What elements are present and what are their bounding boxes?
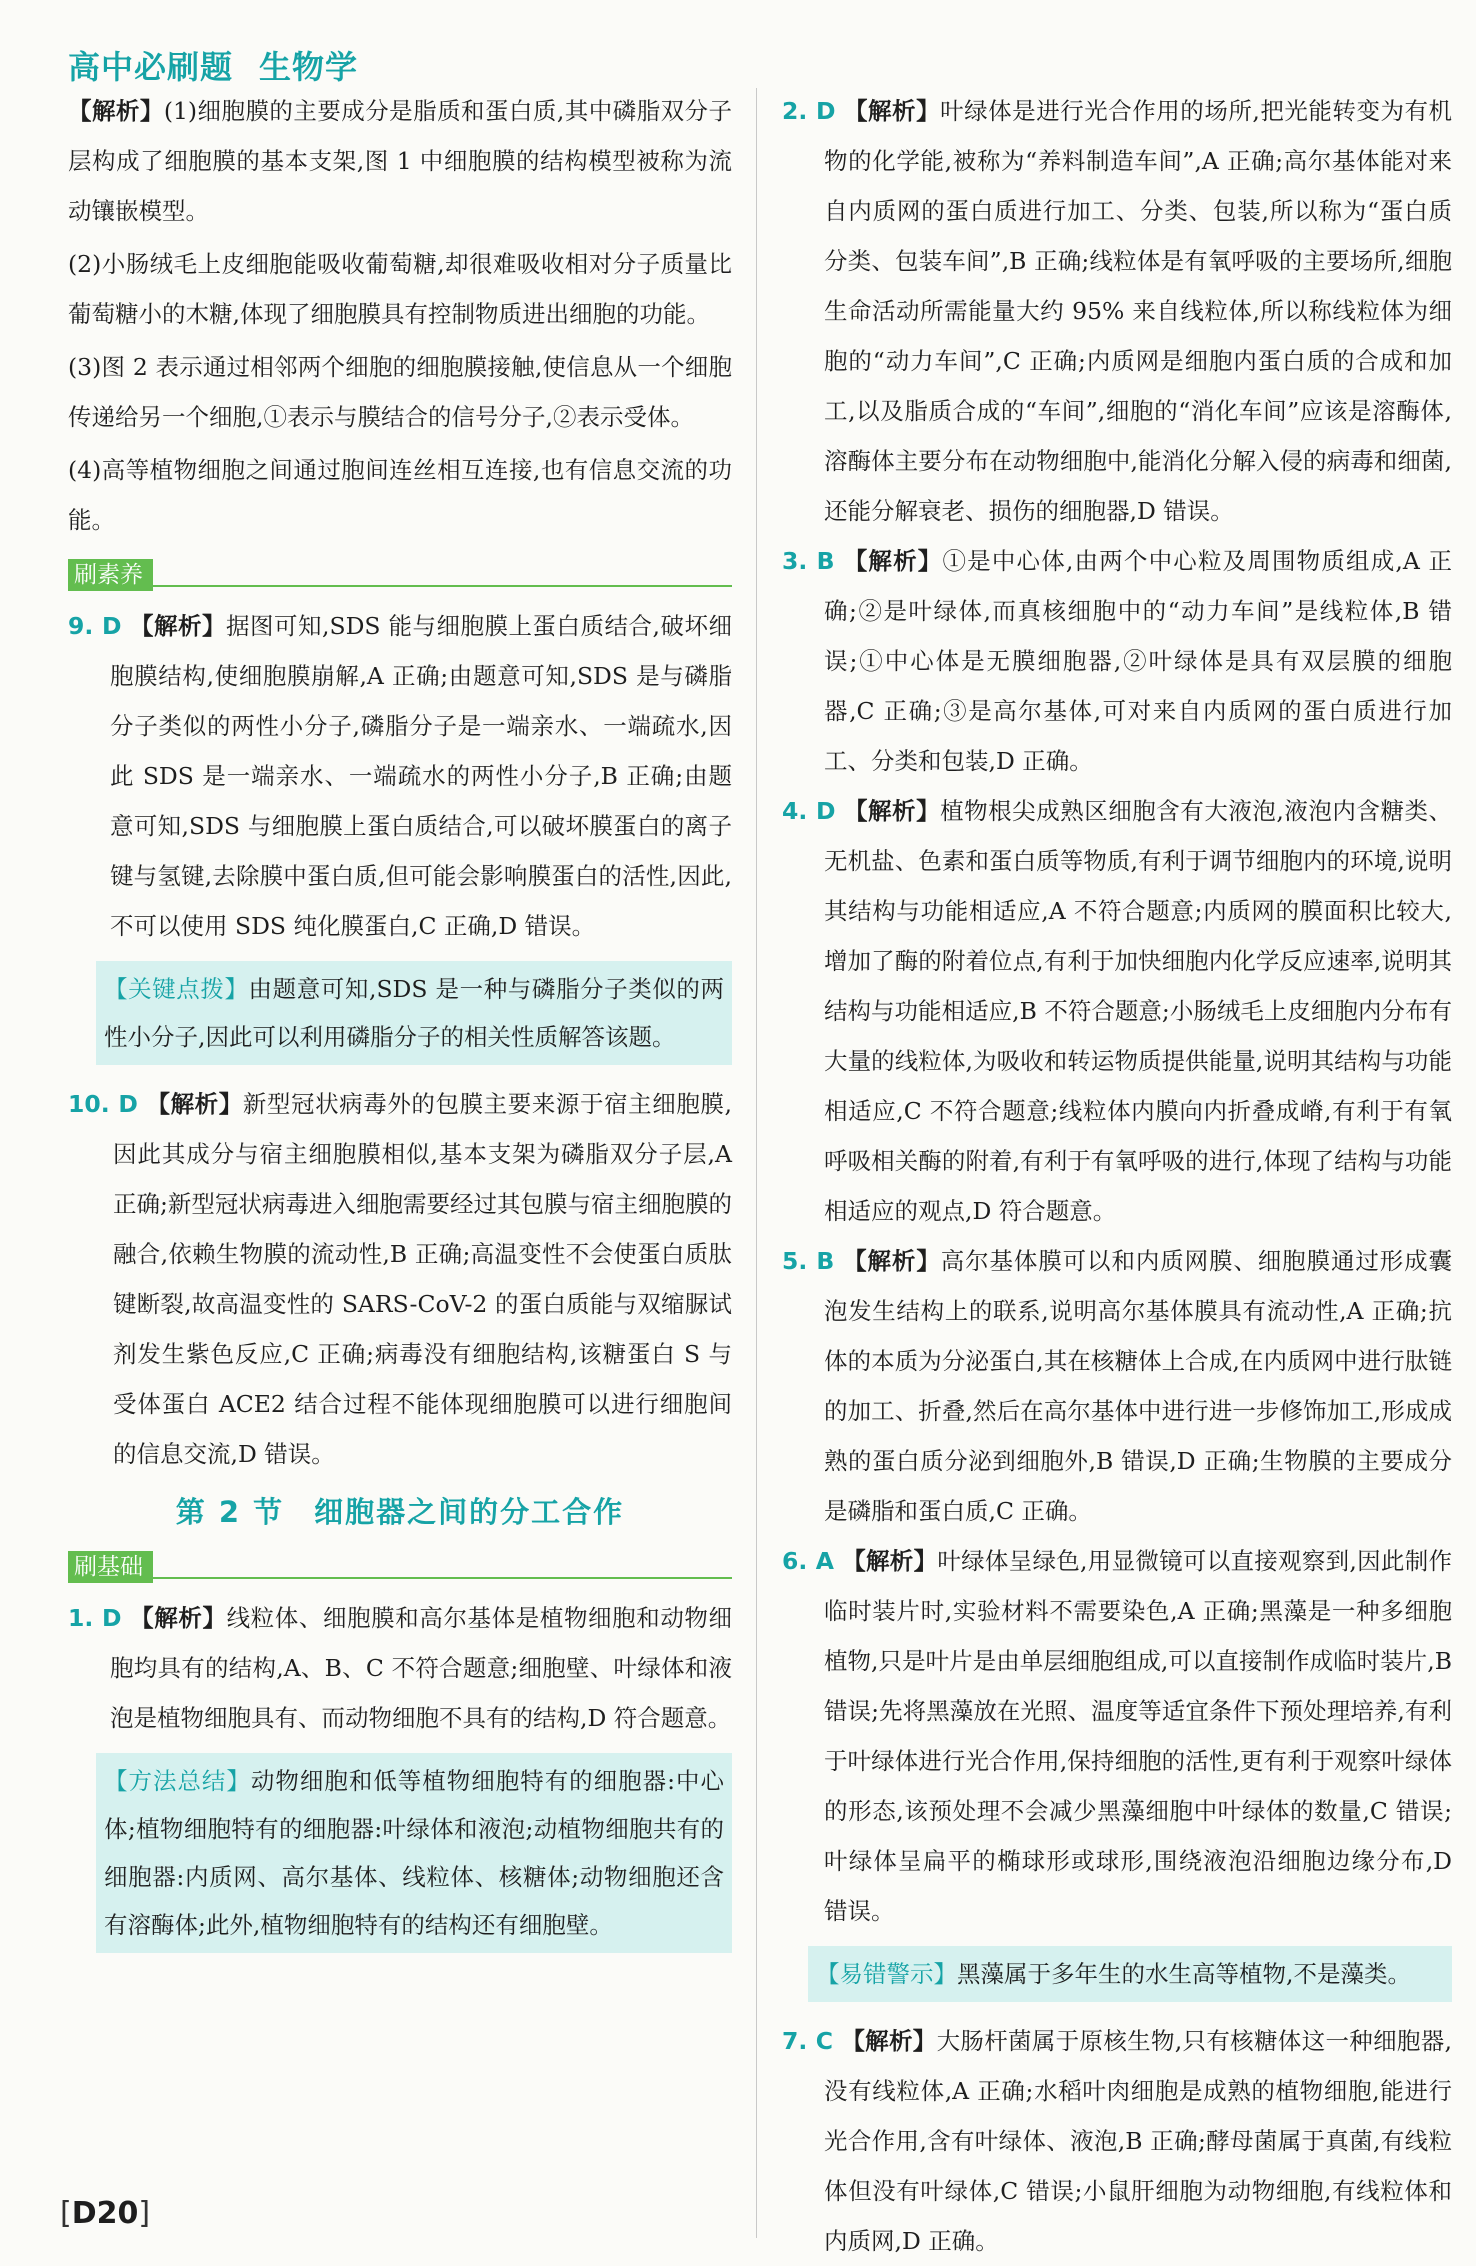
answer-10: 10. D 【解析】新型冠状病毒外的包膜主要来源于宿主细胞膜,因此其成分与宿主细胞膜相似,基本支架为磷脂双分子层,A 正确;新型冠状病毒进入细胞需要经过其包膜与宿主细胞膜的融合,依赖生物膜的流动性,B 正确;高温变性不会使蛋白质肽键断裂,故高温变性的 SARS-CoV-2 的蛋白质能与双缩脲试剂发生紫色反应,C 正确;病毒没有细胞结构,该糖蛋白 S 与受体蛋白 ACE2 结合过程不能体现细胞膜可以进行细胞间的信息交流,D 错误。 — [68, 1090, 732, 1468]
answer-8-p2: (2)小肠绒毛上皮细胞能吸收葡萄糖,却很难吸收相对分子质量比葡萄糖小的木糖,体现了细胞膜具有控制物质进出细胞的功能。 — [68, 250, 732, 328]
answer-2: 2. D 【解析】叶绿体是进行光合作用的场所,把光能转变为有机物的化学能,被称为“养料制造车间”,A 正确;高尔基体能对来自内质网的蛋白质进行加工、分类、包装,所以称为“蛋白质分类、包装车间”,B 正确;线粒体是有氧呼吸的主要场所,细胞生命活动所需能量大约 95% 来自线粒体,所以称线粒体为细胞的“动力车间”,C 正确;内质网是细胞内蛋白质的合成和加工,以及脂质合成的“车间”,细胞的“消化车间”应该是溶酶体,溶酶体主要分布在动物细胞中,能消化分解入侵的病毒和细菌,还能分解衰老、损伤的细胞器,D 错误。 — [782, 97, 1453, 525]
section-title: 第 2 节 细胞器之间的分工合作 — [175, 1495, 625, 1529]
answer-7: 7. C 【解析】大肠杆菌属于原核生物,只有核糖体这一种细胞器,没有线粒体,A 正确;水稻叶肉细胞是成熟的植物细胞,能进行光合作用,含有叶绿体、液泡,B 正确;酵母菌属于真菌,有线粒体但没有叶绿体,C 错误;小鼠肝细胞为动物细胞,有线粒体和内质网,D 正确。 — [782, 2027, 1452, 2255]
series-title: 高中必刷题 — [68, 48, 234, 86]
answer-3: 3. B 【解析】①是中心体,由两个中心粒及周围物质组成,A 正确;②是叶绿体,而真核细胞中的“动力车间”是线粒体,B 错误;①中心体是无膜细胞器,②叶绿体是具有双层膜的细胞器,C 正确;③是高尔基体,可对来自内质网的蛋白质进行加工、分类和包装,D 正确。 — [782, 547, 1453, 775]
answer-8-p1: 【解析】(1)细胞膜的主要成分是脂质和蛋白质,其中磷脂双分子层构成了细胞膜的基本支架,图 1 中细胞膜的结构模型被称为流动镶嵌模型。 — [68, 97, 732, 225]
subject-title: 生物学 — [259, 48, 359, 86]
left-column — [68, 86, 732, 1967]
section-badge-basics: 刷基础 — [68, 1541, 732, 1585]
answer-8-p4: (4)高等植物细胞之间通过胞间连丝相互连接,也有信息交流的功能。 — [68, 456, 732, 534]
answer-8-p3: (3)图 2 表示通过相邻两个细胞的细胞膜接触,使信息从一个细胞传递给另一个细胞,①表示与膜结合的信号分子,②表示受体。 — [68, 353, 732, 431]
answer-6: 6. A 【解析】叶绿体呈绿色,用显微镜可以直接观察到,因此制作临时装片时,实验材料不需要染色,A 正确;黑藻是一种多细胞植物,只是叶片是由单层细胞组成,可以直接制作成临时装片,B 错误;先将黑藻放在光照、温度等适宜条件下预处理培养,有利于叶绿体进行光合作用,保持细胞的活性,更有利于观察叶绿体的形态,该预处理不会减少黑藻细胞中叶绿体的数量,C 错误;叶绿体呈扁平的椭球形或球形,围绕液泡沿细胞边缘分布,D 错误。 — [782, 1547, 1452, 1925]
page-header — [68, 42, 358, 88]
answer-4: 4. D 【解析】植物根尖成熟区细胞含有大液泡,液泡内含糖类、无机盐、色素和蛋白质等物质,有利于调节细胞内的环境,说明其结构与功能相适应,A 不符合题意;内质网的膜面积比较大,增加了酶的附着位点,有利于加快细胞内化学反应速率,说明其结构与功能相适应,B 不符合题意;小肠绒毛上皮细胞内分布有大量的线粒体,为吸收和转运物质提供能量,说明其结构与功能相适应,C 不符合题意;线粒体内膜向内折叠成嵴,有利于有氧呼吸相关酶的附着,有利于有氧呼吸的进行,体现了结构与功能相适应的观点,D 符合题意。 — [782, 797, 1453, 1225]
analysis-label: 【解析】 — [68, 97, 164, 125]
section-badge-literacy: 刷素养 — [68, 549, 732, 593]
answer-1: 1. D 【解析】线粒体、细胞膜和高尔基体是植物细胞和动物细胞均具有的结构,A、B、C 不符合题意;细胞壁、叶绿体和液泡是植物细胞具有、而动物细胞不具有的结构,D 符合题意。 — [68, 1604, 733, 1732]
answer-9: 9. D 【解析】据图可知,SDS 能与细胞膜上蛋白质结合,破坏细胞膜结构,使细胞膜崩解,A 正确;由题意可知,SDS 是与磷脂分子类似的两性小分子,磷脂分子是一端亲水、一端疏水,因此 SDS 是一端亲水、一端疏水的两性小分子,B 正确;由题意可知,SDS 与细胞膜上蛋白质结合,可以破坏膜蛋白的离子键与氢键,去除膜中蛋白质,但可能会影响膜蛋白的活性,因此,不可以使用 SDS 纯化膜蛋白,C 正确,D 错误。 — [68, 612, 733, 940]
column-divider — [756, 88, 757, 2238]
page-number: [D20] — [60, 2196, 151, 2231]
answer-5: 5. B 【解析】高尔基体膜可以和内质网膜、细胞膜通过形成囊泡发生结构上的联系,说明高尔基体膜具有流动性,A 正确;抗体的本质为分泌蛋白,其在核糖体上合成,在内质网中进行肽链的加工、折叠,然后在高尔基体中进行进一步修饰加工,形成成熟的蛋白质分泌到细胞外,B 错误,D 正确;生物膜的主要成分是磷脂和蛋白质,C 正确。 — [782, 1247, 1453, 1525]
method-summary-box: 【方法总结】动物细胞和低等植物细胞特有的细胞器:中心体;植物细胞特有的细胞器:叶绿体和液泡;动植物细胞共有的细胞器:内质网、高尔基体、线粒体、核糖体;动物细胞还含有溶酶体;此外,植物细胞特有的结构还有细胞壁。 — [96, 1753, 732, 1953]
error-warning-box: 【易错警示】黑藻属于多年生的水生高等植物,不是藻类。 — [808, 1946, 1452, 2002]
right-column — [782, 86, 1452, 2266]
key-tip-box: 【关键点拨】由题意可知,SDS 是一种与磷脂分子类似的两性小分子,因此可以利用磷脂分子的相关性质解答该题。 — [96, 961, 732, 1065]
